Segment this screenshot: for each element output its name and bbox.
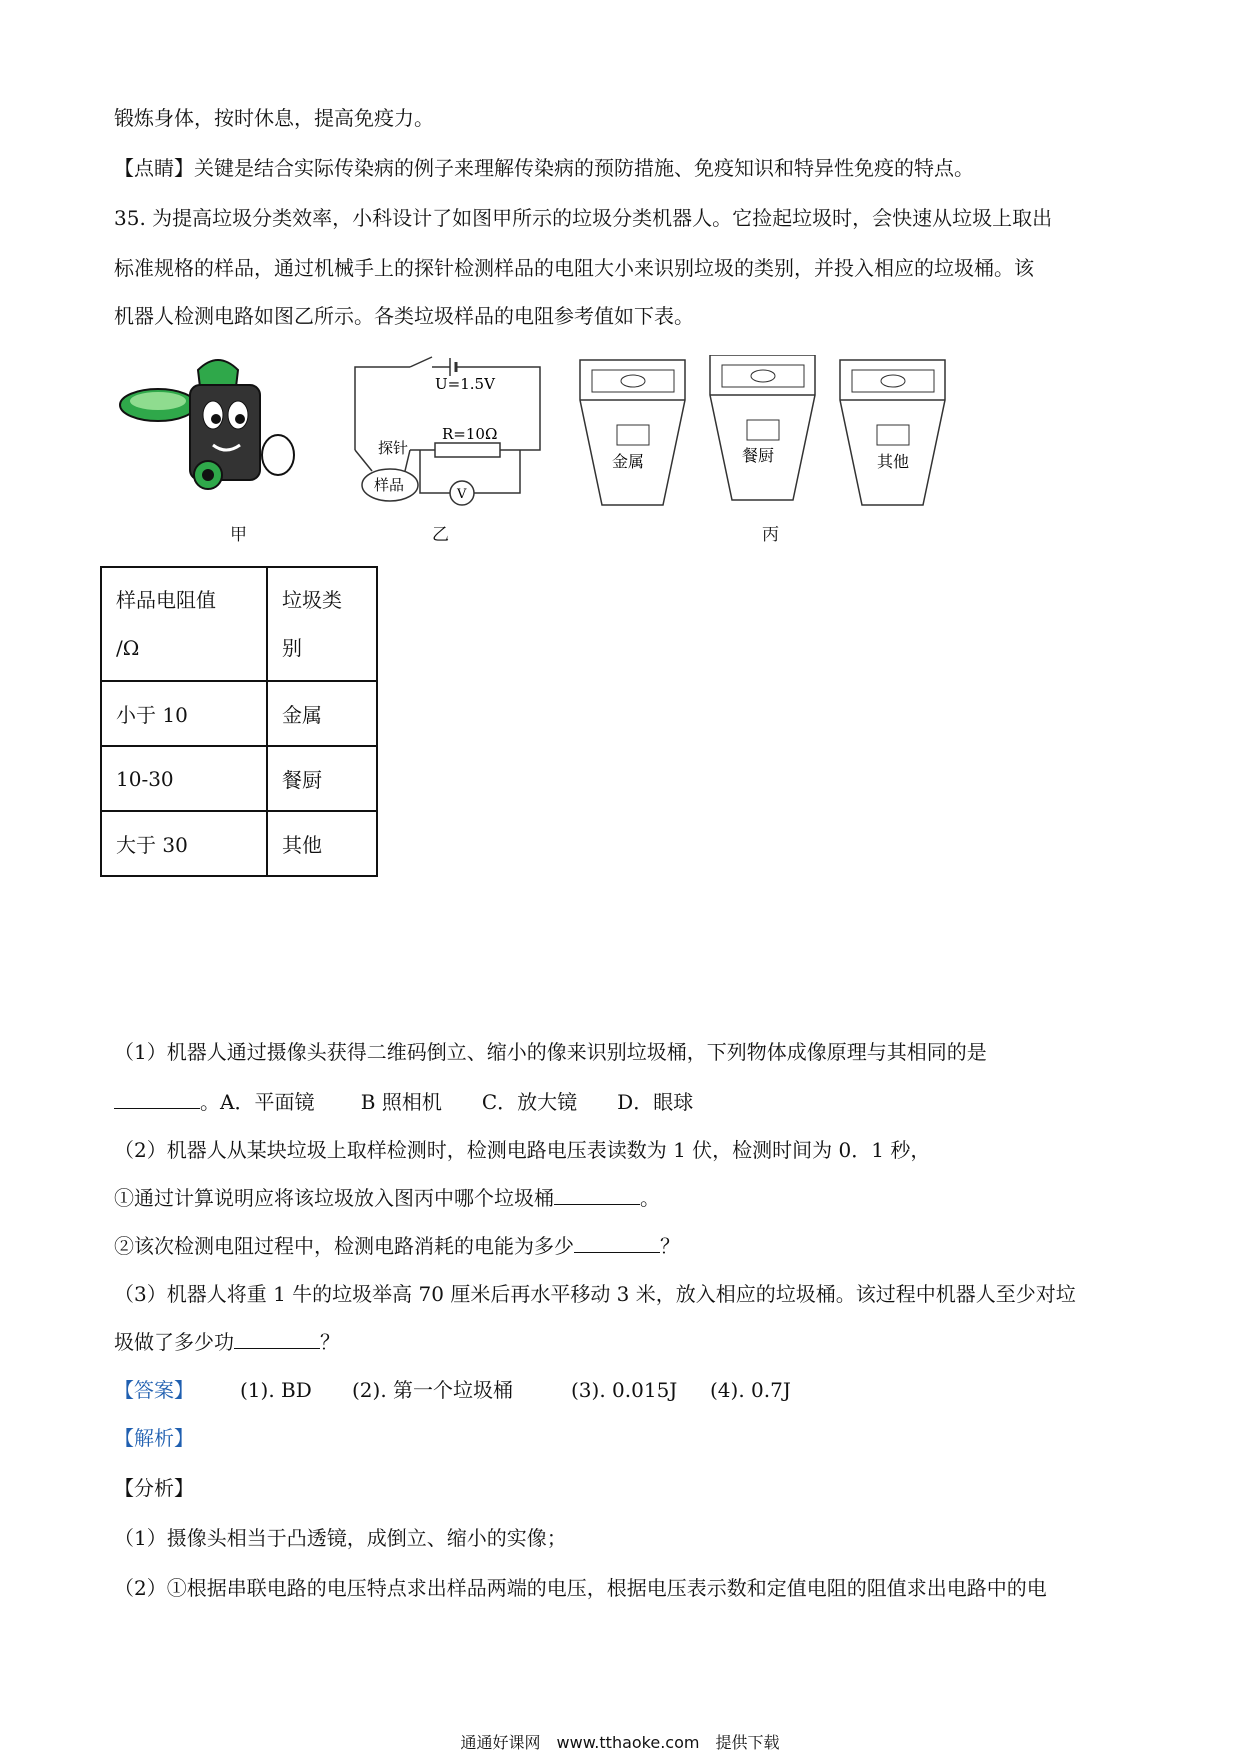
question-35-line-3: 机器人检测电路如图乙所示。各类垃圾样品的电阻参考值如下表。 — [114, 304, 694, 328]
sample-label: 样品 — [374, 476, 405, 494]
answer-1: (1). BD — [240, 1378, 312, 1402]
voltage-label: U=1.5V — [435, 375, 495, 393]
table-header-type — [267, 567, 377, 681]
table-header-resistance — [101, 567, 267, 681]
resistance-table — [100, 566, 378, 877]
table-cell: 10-30 — [101, 746, 267, 811]
question-2-1 — [114, 1186, 660, 1210]
table-cell: 餐厨 — [267, 746, 377, 811]
switch-icon — [410, 357, 432, 367]
bin-metal — [580, 360, 685, 505]
punct: ？ — [320, 1330, 340, 1354]
caption-jia: 甲 — [230, 525, 247, 545]
punct: 。 — [640, 1186, 660, 1210]
caption-bing: 丙 — [762, 525, 779, 545]
circuit-diagram — [350, 355, 550, 515]
fenxi-label: 【分析】 — [114, 1476, 194, 1500]
table-cell: 小于 10 — [101, 681, 267, 746]
question-1-options: 。A．平面镜 B 照相机 C．放大镜 D．眼球 — [200, 1090, 694, 1114]
analysis-line-1: （1）摄像头相当于凸透镜，成倒立、缩小的实像； — [114, 1526, 567, 1550]
question-2-2 — [114, 1234, 680, 1258]
answer-4: (4). 0.7J — [710, 1378, 791, 1402]
punct: ？ — [660, 1234, 680, 1258]
jiexi-label: 【解析】 — [114, 1426, 194, 1450]
question-1-line-2 — [114, 1090, 693, 1114]
table-row — [101, 681, 377, 746]
bin-other — [840, 360, 945, 505]
bins-figure — [575, 355, 985, 515]
table-cell: 其他 — [267, 811, 377, 876]
question-3-line-1: （3）机器人将重 1 牛的垃圾举高 70 厘米后再水平移动 3 米，放入相应的垃圾桶。该过程中机器人至少对垃 — [114, 1282, 1076, 1306]
answer-2: (2). 第一个垃圾桶 — [352, 1378, 514, 1402]
question-35-line-2: 标准规格的样品，通过机械手上的探针检测样品的电阻大小来识别垃圾的类别，并投入相应的垃圾桶。该 — [114, 256, 1034, 280]
answer-3: (3). 0.015J — [571, 1378, 678, 1402]
table-cell: 金属 — [267, 681, 377, 746]
resistor-label: R=10Ω — [442, 425, 498, 443]
voltmeter-label: V — [457, 487, 467, 502]
robot-lid-bag — [198, 360, 238, 387]
caption-yi: 乙 — [432, 525, 449, 545]
header-text: 样品电阻值 — [116, 588, 216, 612]
answer-blank — [114, 1090, 200, 1109]
question-2-1-text: ①通过计算说明应将该垃圾放入图丙中哪个垃圾桶 — [114, 1186, 554, 1210]
answer-blank — [234, 1330, 320, 1349]
table-row — [101, 811, 377, 876]
bin-kitchen — [710, 355, 815, 500]
question-1-line-1: （1）机器人通过摄像头获得二维码倒立、缩小的像来识别垃圾桶，下列物体成像原理与其相同的是 — [114, 1040, 987, 1064]
table-header-row — [101, 567, 377, 681]
question-3-line-2 — [114, 1330, 340, 1354]
header-unit: /Ω — [116, 636, 140, 660]
answer-blank — [574, 1234, 660, 1253]
bin-kitchen-label: 餐厨 — [742, 446, 775, 465]
resistor-icon — [435, 443, 500, 457]
table-cell: 大于 30 — [101, 811, 267, 876]
question-2: （2）机器人从某块垃圾上取样检测时，检测电路电压表读数为 1 伏，检测时间为 0．1 秒， — [114, 1138, 931, 1162]
header-text: 别 — [282, 636, 302, 660]
header-text: 垃圾类 — [282, 588, 342, 612]
paragraph-dianjing: 【点睛】关键是结合实际传染病的例子来理解传染病的预防措施、免疫知识和特异性免疫的特点。 — [114, 156, 974, 180]
question-2-2-text: ②该次检测电阻过程中，检测电路消耗的电能为多少 — [114, 1234, 574, 1258]
page-footer: 通通好课网 www.tthaoke.com 提供下载 — [460, 1733, 780, 1752]
analysis-line-2: （2）①根据串联电路的电压特点求出样品两端的电压，根据电压表示数和定值电阻的阻值求出电路中的电 — [114, 1576, 1047, 1600]
bin-metal-label: 金属 — [612, 452, 645, 471]
probe-label: 探针 — [378, 439, 409, 457]
question-3-text: 圾做了多少功 — [114, 1330, 234, 1354]
robot-figure — [118, 355, 308, 495]
answer-label: 【答案】 — [114, 1378, 194, 1402]
answer-blank — [554, 1186, 640, 1205]
bin-other-label: 其他 — [877, 452, 910, 471]
table-row — [101, 746, 377, 811]
question-35-line-1: 35. 为提高垃圾分类效率，小科设计了如图甲所示的垃圾分类机器人。它捡起垃圾时，会快速从垃圾上取出 — [114, 206, 1053, 230]
paragraph-1: 锻炼身体，按时休息，提高免疫力。 — [114, 106, 434, 130]
robot-glove — [262, 435, 294, 475]
